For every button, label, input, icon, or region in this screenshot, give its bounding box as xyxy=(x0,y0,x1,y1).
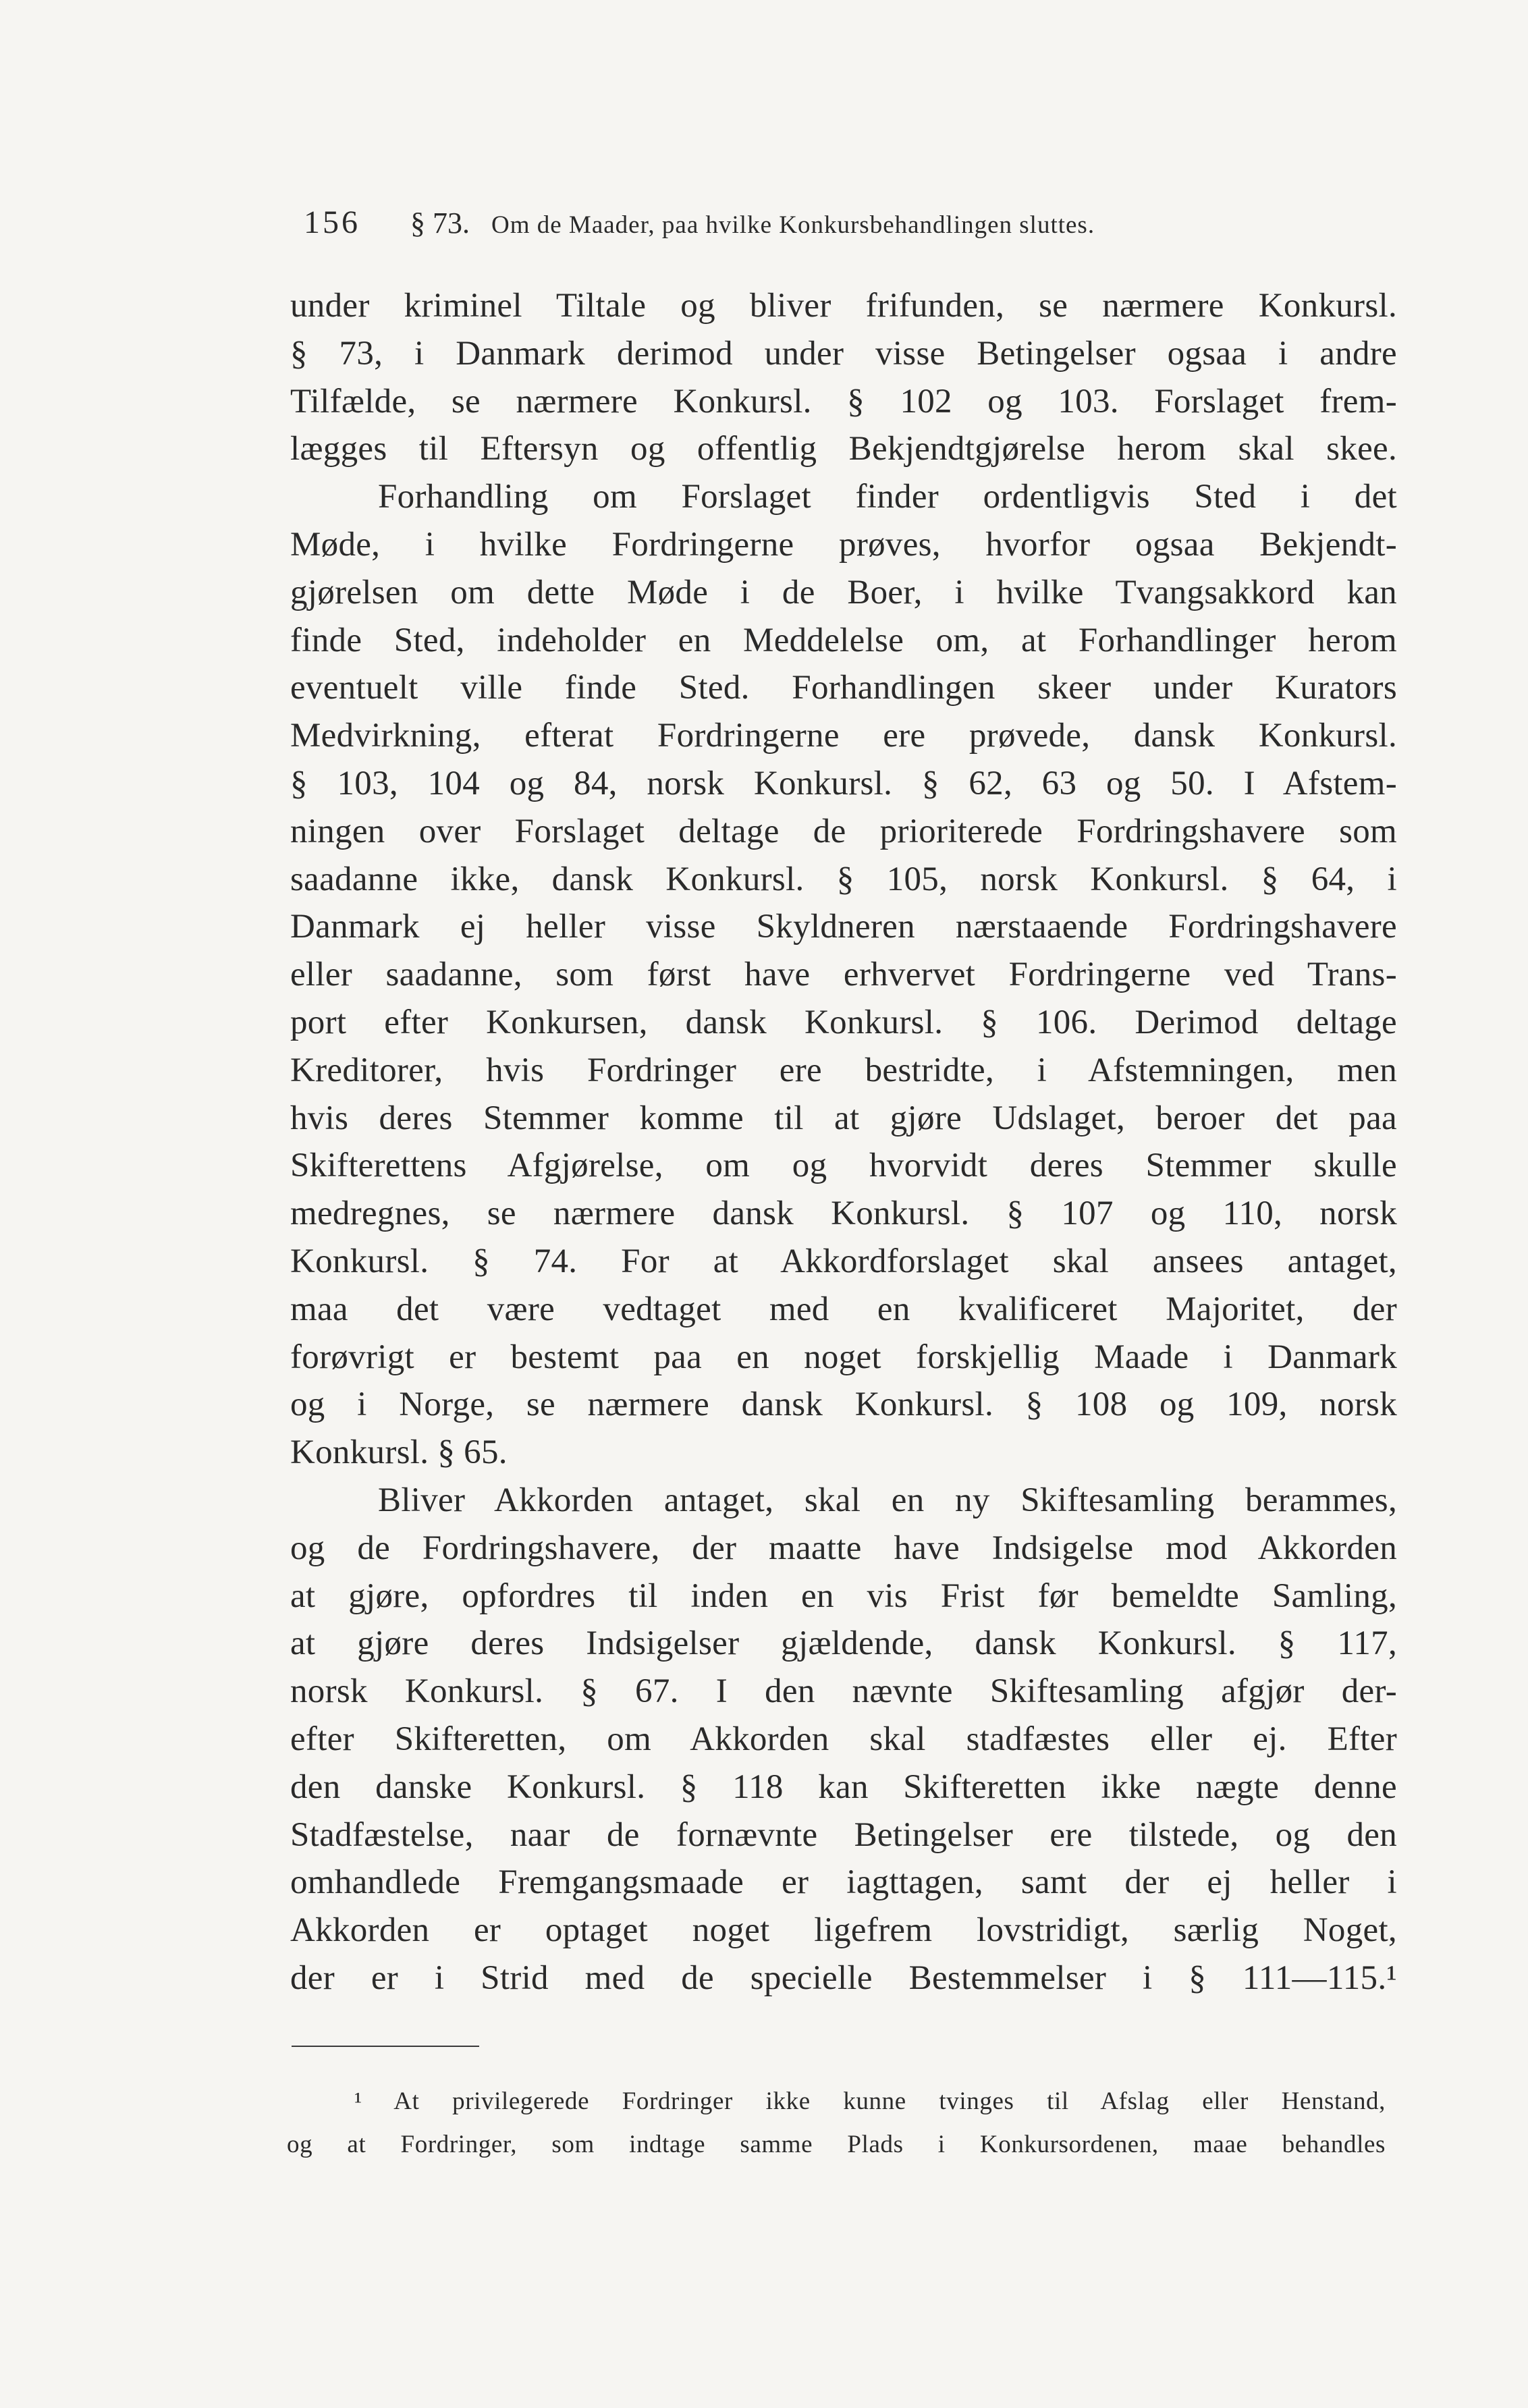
section-number: § 73. xyxy=(410,207,470,240)
text-line: Skifterettens Afgjørelse, om og hvorvidt deres Stemmer skulle xyxy=(290,1147,1397,1185)
footnote-line: og at Fordringer, som indtage samme Plads i Konkursordenen, maae behandles xyxy=(287,2131,1386,2158)
text-line: den danske Konkursl. § 118 kan Skifteretten ikke nægte denne xyxy=(290,1768,1397,1806)
text-line: maa det være vedtaget med en kvalificeret Majoritet, der xyxy=(290,1290,1397,1328)
text-line: Akkorden er optaget noget ligefrem lovstridigt, særlig Noget, xyxy=(290,1911,1397,1950)
text-line: eller saadanne, som først have erhvervet Fordringerne ved Trans- xyxy=(290,956,1397,994)
text-line: hvis deres Stemmer komme til at gjøre Udslaget, beroer det paa xyxy=(290,1099,1397,1137)
text-line: ningen over Forslaget deltage de prioriterede Fordringshavere som xyxy=(290,812,1397,850)
text-line: Møde, i hvilke Fordringerne prøves, hvorfor ogsaa Bekjendt- xyxy=(290,525,1397,564)
running-title: Om de Maader, paa hvilke Konkursbehandlingen sluttes. xyxy=(491,211,1095,239)
text-line: Medvirkning, efterat Fordringerne ere prøvede, dansk Konkursl. xyxy=(290,717,1397,755)
text-line: Tilfælde, se nærmere Konkursl. § 102 og 103. Forslaget frem- xyxy=(290,382,1397,420)
text-line: der er i Strid med de specielle Bestemmelser i § 111—115.¹ xyxy=(290,1959,1397,1997)
text-line: saadanne ikke, dansk Konkursl. § 105, norsk Konkursl. § 64, i xyxy=(290,860,1397,898)
footnote-divider xyxy=(292,2046,479,2047)
text-line: medregnes, se nærmere dansk Konkursl. § 107 og 110, norsk xyxy=(290,1195,1397,1233)
text-line: Kreditorer, hvis Fordringer ere bestridte, i Afstemningen, men xyxy=(290,1051,1397,1089)
text-line: § 73, i Danmark derimod under visse Betingelser ogsaa i andre xyxy=(290,334,1397,373)
text-line: Konkursl. § 74. For at Akkordforslaget skal ansees antaget, xyxy=(290,1242,1397,1280)
footnote-line: ¹ At privilegerede Fordringer ikke kunne tvinges til Afslag eller Henstand, xyxy=(354,2087,1386,2115)
page-number: 156 xyxy=(304,204,360,240)
text-line: forøvrigt er bestemt paa en noget forskjellig Maade i Danmark xyxy=(290,1338,1397,1376)
body-text xyxy=(290,282,1397,2002)
text-line: Konkursl. § 65. xyxy=(290,1433,508,1472)
text-line: Bliver Akkorden antaget, skal en ny Skiftesamling berammes, xyxy=(378,1481,1397,1519)
text-line: Stadfæstelse, naar de fornævnte Betingelser ere tilstede, og den xyxy=(290,1815,1397,1854)
text-line: finde Sted, indeholder en Meddelelse om, at Forhandlinger herom xyxy=(290,621,1397,659)
text-line: at gjøre, opfordres til inden en vis Frist før bemeldte Samling, xyxy=(290,1577,1397,1615)
text-line: Danmark ej heller visse Skyldneren nærstaaende Fordringshavere xyxy=(290,908,1397,946)
text-line: at gjøre deres Indsigelser gjældende, dansk Konkursl. § 117, xyxy=(290,1624,1397,1663)
text-line: lægges til Eftersyn og offentlig Bekjendtgjørelse herom skal skee. xyxy=(290,430,1397,468)
running-header xyxy=(304,202,1289,246)
text-line: under kriminel Tiltale og bliver frifunden, se nærmere Konkursl. xyxy=(290,287,1397,325)
text-line: norsk Konkursl. § 67. I den nævnte Skiftesamling afgjør der- xyxy=(290,1672,1397,1711)
text-line: gjørelsen om dette Møde i de Boer, i hvilke Tvangsakkord kan xyxy=(290,573,1397,611)
text-line: port efter Konkursen, dansk Konkursl. § 106. Derimod deltage xyxy=(290,1003,1397,1041)
text-line: og de Fordringshavere, der maatte have Indsigelse mod Akkorden xyxy=(290,1529,1397,1567)
footnotes xyxy=(287,2080,1386,2166)
text-line: efter Skifteretten, om Akkorden skal stadfæstes eller ej. Efter xyxy=(290,1720,1397,1758)
text-line: omhandlede Fremgangsmaade er iagttagen, samt der ej heller i xyxy=(290,1863,1397,1902)
text-line: Forhandling om Forslaget finder ordentligvis Sted i det xyxy=(378,478,1397,516)
text-line: § 103, 104 og 84, norsk Konkursl. § 62, 63 og 50. I Afstem- xyxy=(290,764,1397,802)
text-line: og i Norge, se nærmere dansk Konkursl. § 108 og 109, norsk xyxy=(290,1386,1397,1424)
text-line: eventuelt ville finde Sted. Forhandlingen skeer under Kurators xyxy=(290,669,1397,707)
